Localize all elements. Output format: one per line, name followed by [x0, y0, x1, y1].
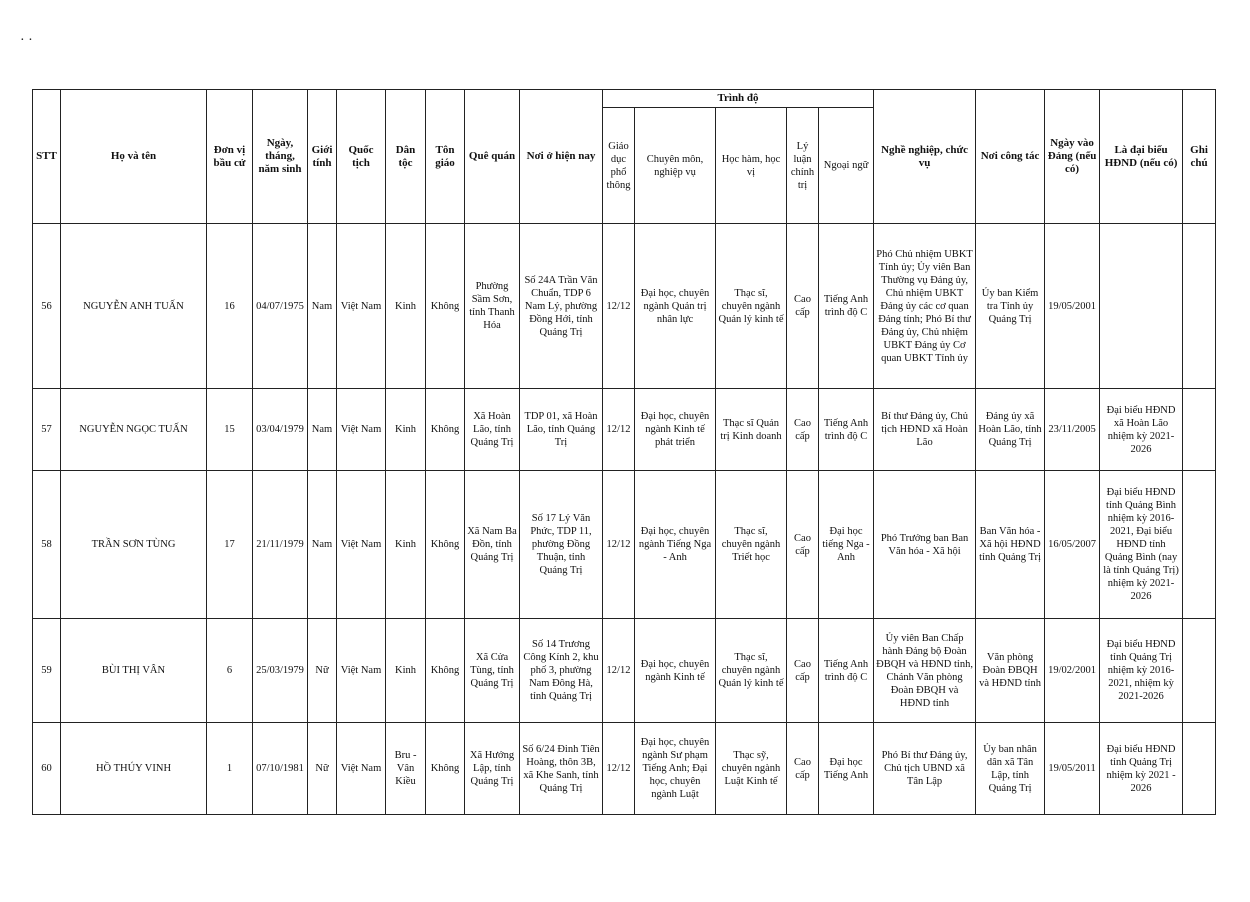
header-hdnd: Là đại biểu HĐND (nếu có): [1100, 90, 1183, 224]
cell-unit: 1: [207, 723, 253, 815]
cell-specialty: Đại học, chuyên ngành Kinh tế: [635, 619, 716, 723]
cell-workplace: Ban Văn hóa - Xã hội HĐND tỉnh Quảng Trị: [976, 471, 1045, 619]
header-stt: STT: [33, 90, 61, 224]
cell-hdnd: Đại biểu HĐND tỉnh Quảng Trị nhiệm kỳ 2021 - 2026: [1100, 723, 1183, 815]
cell-hometown: Xã Hoàn Lão, tỉnh Quảng Trị: [465, 389, 520, 471]
cell-unit: 6: [207, 619, 253, 723]
cell-stt: 60: [33, 723, 61, 815]
cell-party-date: 19/05/2001: [1045, 224, 1100, 389]
table-row: [33, 471, 1216, 619]
cell-ethnicity: Kinh: [386, 224, 426, 389]
cell-specialty: Đại học, chuyên ngành Sư phạm Tiếng Anh; Đại học, chuyên ngành Luật: [635, 723, 716, 815]
cell-language: Đại học tiếng Nga - Anh: [819, 471, 874, 619]
cell-nationality: Việt Nam: [337, 471, 386, 619]
candidate-table: [32, 89, 1216, 815]
cell-stt: 57: [33, 389, 61, 471]
cell-political: Cao cấp: [787, 723, 819, 815]
cell-occupation: Bí thư Đảng ủy, Chủ tịch HĐND xã Hoàn Lão: [874, 389, 976, 471]
header-education-group: Trình độ: [603, 90, 874, 108]
cell-language: Đại học Tiếng Anh: [819, 723, 874, 815]
cell-general-edu: 12/12: [603, 224, 635, 389]
cell-occupation: Phó Trưởng ban Ban Văn hóa - Xã hội: [874, 471, 976, 619]
cell-political: Cao cấp: [787, 224, 819, 389]
cell-note: [1183, 723, 1216, 815]
cell-unit: 16: [207, 224, 253, 389]
cell-occupation: Phó Chủ nhiệm UBKT Tỉnh ủy; Ủy viên Ban Thường vụ Đảng ủy, Chủ nhiệm UBKT Đảng ủy các cơ quan Đảng tỉnh; Phó Bí thư Đảng ủy, Chủ nhiệm UBKT Đảng ủy Cơ quan UBKT Tỉnh ủy: [874, 224, 976, 389]
header-dob: Ngày, tháng, năm sinh: [253, 90, 308, 224]
cell-religion: Không: [426, 389, 465, 471]
cell-ethnicity: Kinh: [386, 471, 426, 619]
header-language: Ngoại ngữ: [819, 108, 874, 224]
cell-unit: 17: [207, 471, 253, 619]
cell-occupation: Ủy viên Ban Chấp hành Đảng bộ Đoàn ĐBQH và HĐND tỉnh, Chánh Văn phòng Đoàn ĐBQH và HĐND tỉnh: [874, 619, 976, 723]
cell-specialty: Đại học, chuyên ngành Quản trị nhân lực: [635, 224, 716, 389]
cell-ethnicity: Kinh: [386, 389, 426, 471]
cell-gender: Nữ: [308, 619, 337, 723]
cell-stt: 58: [33, 471, 61, 619]
cell-political: Cao cấp: [787, 471, 819, 619]
cell-general-edu: 12/12: [603, 619, 635, 723]
cell-residence: Số 24A Trần Văn Chuẩn, TDP 6 Nam Lý, phường Đồng Hới, tỉnh Quảng Trị: [520, 224, 603, 389]
cell-party-date: 19/05/2011: [1045, 723, 1100, 815]
cell-religion: Không: [426, 723, 465, 815]
cell-degree: Thạc sĩ, chuyên ngành Quản lý kinh tế: [716, 224, 787, 389]
header-nationality: Quốc tịch: [337, 90, 386, 224]
table-row: [33, 224, 1216, 389]
cell-note: [1183, 619, 1216, 723]
cell-hdnd: [1100, 224, 1183, 389]
cell-stt: 59: [33, 619, 61, 723]
table-row: [33, 389, 1216, 471]
cell-workplace: Ủy ban nhân dân xã Tân Lập, tỉnh Quảng Trị: [976, 723, 1045, 815]
cell-party-date: 23/11/2005: [1045, 389, 1100, 471]
cell-party-date: 19/02/2001: [1045, 619, 1100, 723]
cell-workplace: Văn phòng Đoàn ĐBQH và HĐND tỉnh: [976, 619, 1045, 723]
cell-name: BÙI THỊ VÂN: [61, 619, 207, 723]
cell-degree: Thạc sĩ, chuyên ngành Quản lý kinh tế: [716, 619, 787, 723]
header-unit: Đơn vị bầu cử: [207, 90, 253, 224]
cell-nationality: Việt Nam: [337, 389, 386, 471]
cell-religion: Không: [426, 619, 465, 723]
cell-gender: Nam: [308, 224, 337, 389]
cell-name: NGUYỄN NGỌC TUẤN: [61, 389, 207, 471]
cell-party-date: 16/05/2007: [1045, 471, 1100, 619]
cell-hometown: Xã Nam Ba Đồn, tỉnh Quảng Trị: [465, 471, 520, 619]
header-note: Ghi chú: [1183, 90, 1216, 224]
header-occupation: Nghề nghiệp, chức vụ: [874, 90, 976, 224]
cell-political: Cao cấp: [787, 389, 819, 471]
cell-dob: 21/11/1979: [253, 471, 308, 619]
header-hometown: Quê quán: [465, 90, 520, 224]
header-gender: Giới tính: [308, 90, 337, 224]
cell-general-edu: 12/12: [603, 471, 635, 619]
cell-hdnd: Đại biểu HĐND tỉnh Quảng Trị nhiệm kỳ 2016-2021, nhiệm kỳ 2021-2026: [1100, 619, 1183, 723]
header-party-date: Ngày vào Đảng (nếu có): [1045, 90, 1100, 224]
cell-nationality: Việt Nam: [337, 619, 386, 723]
cell-occupation: Phó Bí thư Đảng ủy, Chủ tịch UBND xã Tân Lập: [874, 723, 976, 815]
cell-hometown: Xã Hướng Lập, tỉnh Quảng Trị: [465, 723, 520, 815]
cell-political: Cao cấp: [787, 619, 819, 723]
header-residence: Nơi ở hiện nay: [520, 90, 603, 224]
cell-ethnicity: Kinh: [386, 619, 426, 723]
cell-specialty: Đại học, chuyên ngành Tiếng Nga - Anh: [635, 471, 716, 619]
cell-hometown: Xã Cửa Tùng, tỉnh Quảng Trị: [465, 619, 520, 723]
cell-hdnd: Đại biểu HĐND tỉnh Quảng Bình nhiệm kỳ 2016-2021, Đại biểu HĐND tỉnh Quảng Bình (nay là tỉnh Quảng Trị) nhiệm kỳ 2021-2026: [1100, 471, 1183, 619]
cell-specialty: Đại học, chuyên ngành Kinh tế phát triển: [635, 389, 716, 471]
header-specialty: Chuyên môn, nghiệp vụ: [635, 108, 716, 224]
cell-hdnd: Đại biểu HĐND xã Hoàn Lão nhiệm kỳ 2021-2026: [1100, 389, 1183, 471]
cell-religion: Không: [426, 224, 465, 389]
cell-religion: Không: [426, 471, 465, 619]
cell-residence: Số 17 Lý Văn Phức, TDP 11, phường Đồng Thuận, tỉnh Quảng Trị: [520, 471, 603, 619]
header-name: Họ và tên: [61, 90, 207, 224]
header-religion: Tôn giáo: [426, 90, 465, 224]
cell-general-edu: 12/12: [603, 723, 635, 815]
cell-note: [1183, 471, 1216, 619]
table-row: [33, 723, 1216, 815]
cell-unit: 15: [207, 389, 253, 471]
cell-degree: Thạc sĩ Quản trị Kinh doanh: [716, 389, 787, 471]
cell-name: NGUYỄN ANH TUẤN: [61, 224, 207, 389]
header-general-edu: Giáo dục phổ thông: [603, 108, 635, 224]
header-degree: Học hàm, học vị: [716, 108, 787, 224]
cell-workplace: Ủy ban Kiểm tra Tỉnh ủy Quảng Trị: [976, 224, 1045, 389]
cell-residence: TDP 01, xã Hoàn Lão, tỉnh Quảng Trị: [520, 389, 603, 471]
cell-dob: 07/10/1981: [253, 723, 308, 815]
cell-dob: 04/07/1975: [253, 224, 308, 389]
cell-dob: 25/03/1979: [253, 619, 308, 723]
cell-language: Tiếng Anh trình độ C: [819, 619, 874, 723]
cell-nationality: Việt Nam: [337, 224, 386, 389]
cell-ethnicity: Bru - Vân Kiều: [386, 723, 426, 815]
header-workplace: Nơi công tác: [976, 90, 1045, 224]
cell-residence: Số 14 Trương Công Kính 2, khu phố 3, phường Nam Đông Hà, tỉnh Quảng Trị: [520, 619, 603, 723]
cell-nationality: Việt Nam: [337, 723, 386, 815]
cell-residence: Số 6/24 Đinh Tiên Hoàng, thôn 3B, xã Khe Sanh, tỉnh Quảng Trị: [520, 723, 603, 815]
cell-workplace: Đảng ủy xã Hoàn Lão, tỉnh Quảng Trị: [976, 389, 1045, 471]
table-header: [33, 90, 1216, 224]
scan-marks: · ·: [20, 33, 33, 48]
cell-stt: 56: [33, 224, 61, 389]
cell-gender: Nữ: [308, 723, 337, 815]
cell-name: TRẦN SƠN TÙNG: [61, 471, 207, 619]
cell-gender: Nam: [308, 471, 337, 619]
cell-language: Tiếng Anh trình độ C: [819, 224, 874, 389]
cell-language: Tiếng Anh trình độ C: [819, 389, 874, 471]
cell-degree: Thạc sỹ, chuyên ngành Luật Kinh tế: [716, 723, 787, 815]
cell-note: [1183, 389, 1216, 471]
table-row: [33, 619, 1216, 723]
cell-degree: Thạc sĩ, chuyên ngành Triết học: [716, 471, 787, 619]
cell-dob: 03/04/1979: [253, 389, 308, 471]
cell-general-edu: 12/12: [603, 389, 635, 471]
cell-name: HỒ THÚY VINH: [61, 723, 207, 815]
cell-note: [1183, 224, 1216, 389]
header-political: Lý luận chính trị: [787, 108, 819, 224]
cell-gender: Nam: [308, 389, 337, 471]
header-ethnicity: Dân tộc: [386, 90, 426, 224]
cell-hometown: Phường Sầm Sơn, tỉnh Thanh Hóa: [465, 224, 520, 389]
